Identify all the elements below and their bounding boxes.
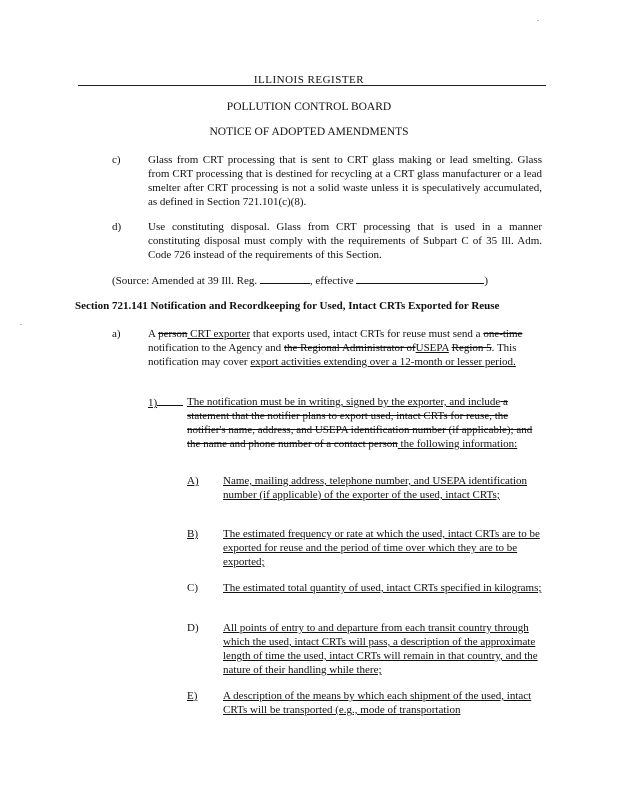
para-a-inserted-2: USEPA (415, 342, 449, 354)
item-b-text (223, 527, 543, 569)
para-a-inserted-1: CRT exporter (187, 328, 251, 340)
item-d-text (223, 621, 545, 677)
item-a-text (223, 474, 543, 502)
item-c-text (223, 581, 543, 595)
item-e-text (223, 689, 545, 717)
para-a-inserted-3: export activities extending over a 12-month or lesser period. (250, 356, 516, 368)
para-1-deleted-1: a statement that the notifier plans to export used, intact CRTs for reuse, the notifier's name, address, and USEPA identification number (if applicable); and the name and phone number of a contact person (187, 396, 533, 450)
para-a-t1: A (148, 328, 159, 340)
para-a-t4: . This notification may cover (148, 342, 517, 368)
para-1-label (148, 395, 183, 410)
source-pre: (Source: Amended at 39 Ill. Reg. (112, 275, 260, 287)
item-a-body: Name, mailing address, telephone number, and USEPA identification number (if applicable) of the exporter of the used, intact CRTs; (223, 475, 528, 501)
para-a-text (148, 327, 542, 369)
header-rule (78, 85, 546, 86)
item-a-label-text: A) (187, 475, 199, 487)
notice-title: NOTICE OF ADOPTED AMENDMENTS (209, 126, 409, 138)
para-d-text: Use constituting disposal. Glass from CRT processing that is used in a manner constituting disposal must comply with the requirements of Subpart C of 35 Ill. Adm. Code 726 instead of the requirements of this Section. (148, 221, 542, 261)
item-d-body: All points of entry to and departure from each transit country through which the used, intact CRTs will pass, a description of the approximate length of time the used, intact CRTs will remain in that country, and the nature of their handling while there; (223, 622, 538, 676)
board-title: POLLUTION CONTROL BOARD (226, 101, 392, 113)
label-rule (157, 395, 183, 406)
source-line (112, 273, 488, 288)
para-1-label-text: 1) (148, 397, 158, 409)
para-1-inserted-1: The notification must be in writing, signed by the exporter, and include (187, 396, 501, 408)
item-c-label (187, 581, 198, 595)
para-a-deleted-2: one-time (483, 328, 523, 340)
item-d-label (187, 621, 199, 635)
item-b-body: The estimated frequency or rate at which the used, intact CRTs are to be exported for reuse and the period of time over which they are to be exported; (223, 528, 540, 568)
item-c-body: The estimated total quantity of used, intact CRTs specified in kilograms; (223, 582, 542, 594)
item-e-body: A description of the means by which each shipment of the used, intact CRTs will be transported (e.g., mode of transportation (223, 690, 532, 716)
register-title: ILLINOIS REGISTER (253, 74, 365, 86)
para-c-label: c) (112, 154, 121, 166)
item-e-label-text: E) (187, 690, 198, 702)
para-1-inserted-2: the following information: (397, 438, 518, 450)
para-a-t2: that exports used, intact CRTs for reuse must send a (250, 328, 484, 340)
scan-speck: . (537, 14, 539, 23)
scan-speck-left: . (20, 318, 22, 327)
item-b-label-text: B) (187, 528, 198, 540)
section-heading: Section 721.141 Notification and Recordkeeping for Used, Intact CRTs Exported for Reuse (75, 300, 500, 312)
source-post: ) (484, 275, 489, 287)
para-a-deleted-4: Region 5 (451, 342, 492, 354)
effective-blank (356, 273, 484, 284)
para-a-deleted-1: person (158, 328, 188, 340)
register-blank (260, 273, 310, 284)
para-1-text (187, 395, 543, 451)
item-a-label (187, 474, 199, 488)
source-mid: , effective (309, 275, 357, 287)
item-c-label-text: C) (187, 582, 198, 594)
item-d-label-text: D) (187, 622, 199, 634)
para-a-label: a) (112, 328, 121, 340)
para-d-label: d) (112, 221, 122, 233)
item-e-label (187, 689, 197, 703)
para-c-text: Glass from CRT processing that is sent to CRT glass making or lead smelting. Glass from CRT processing that is destined for recycling at a CRT glass manufacturer or a lead smelter after CRT processing is not a solid waste unless it is speculatively accumulated, as defined in Section 721.101(c)(8). (148, 154, 542, 208)
para-a-deleted-3: the Regional Administrator of (283, 342, 416, 354)
item-b-label (187, 527, 198, 541)
para-a-t3: notification to the Agency and (148, 342, 284, 354)
